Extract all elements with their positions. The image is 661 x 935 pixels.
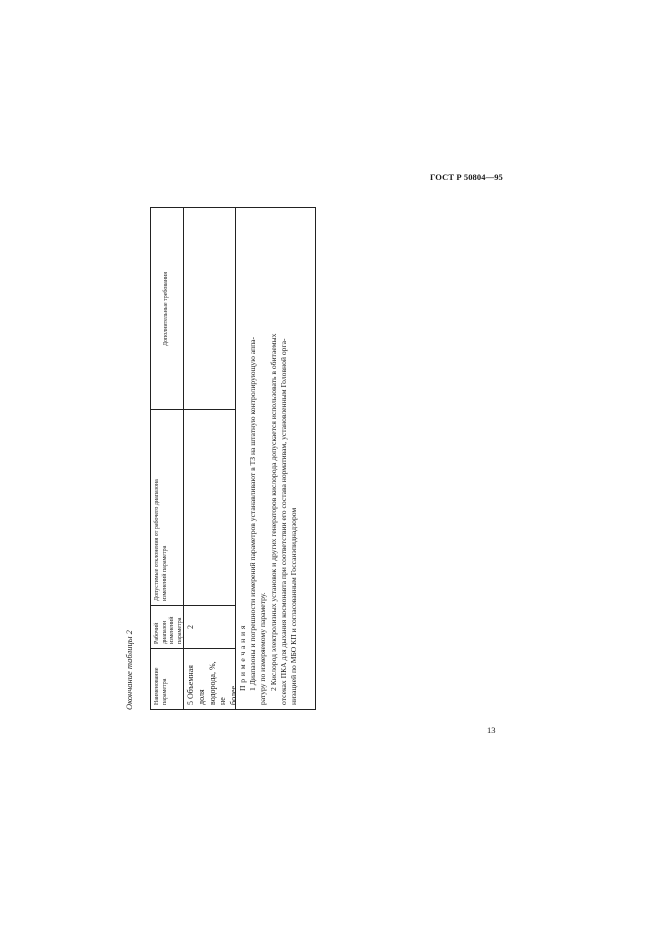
header-working-range: Рабочий диапазон изменений параметра [151,606,183,649]
cell-additional-requirements [183,209,235,410]
parameters-table [150,207,316,710]
notes-title: Примечания [238,622,247,691]
header-parameter-name: Наименование параметра [154,667,168,705]
page-number: 13 [487,725,496,735]
table-caption: Окончание таблицы 2 [124,630,134,710]
cell-working-range: 2 [183,606,235,649]
cell-allowed-deviations [183,410,235,606]
table-row [183,208,239,709]
header-allowed-deviations: Допустимые отклонения от рабочего диапазона изменений параметра [151,410,183,606]
note-line: низацией по МБО КП и согласованным Госсанэпиднадзором [288,507,298,705]
document-standard-header: ГОСТ Р 50804—95 [430,172,503,182]
rotated-table-sheet [120,205,325,710]
note-line: 2 Кислород электролизных установок и других генераторов кислорода допускается использовать в обитаемых [268,333,278,691]
cell-parameter-name: 5 Объемная доля водорода, %, не более [186,661,239,705]
header-additional-requirements: Дополнительные требования [151,209,183,410]
note-line: отсеках ПКА для дыхания космонавта при соответствии его состава нормативам, установленным Головной орга- [278,338,288,705]
note-line: ратуру по измеряемому параметру. [258,592,268,705]
table-header-row [151,208,184,709]
table-notes [235,208,315,709]
note-line: 1 Диапазоны и погрешности измерений параметров устанавливают в ТЗ на штатную контролирующую аппа- [248,336,258,691]
